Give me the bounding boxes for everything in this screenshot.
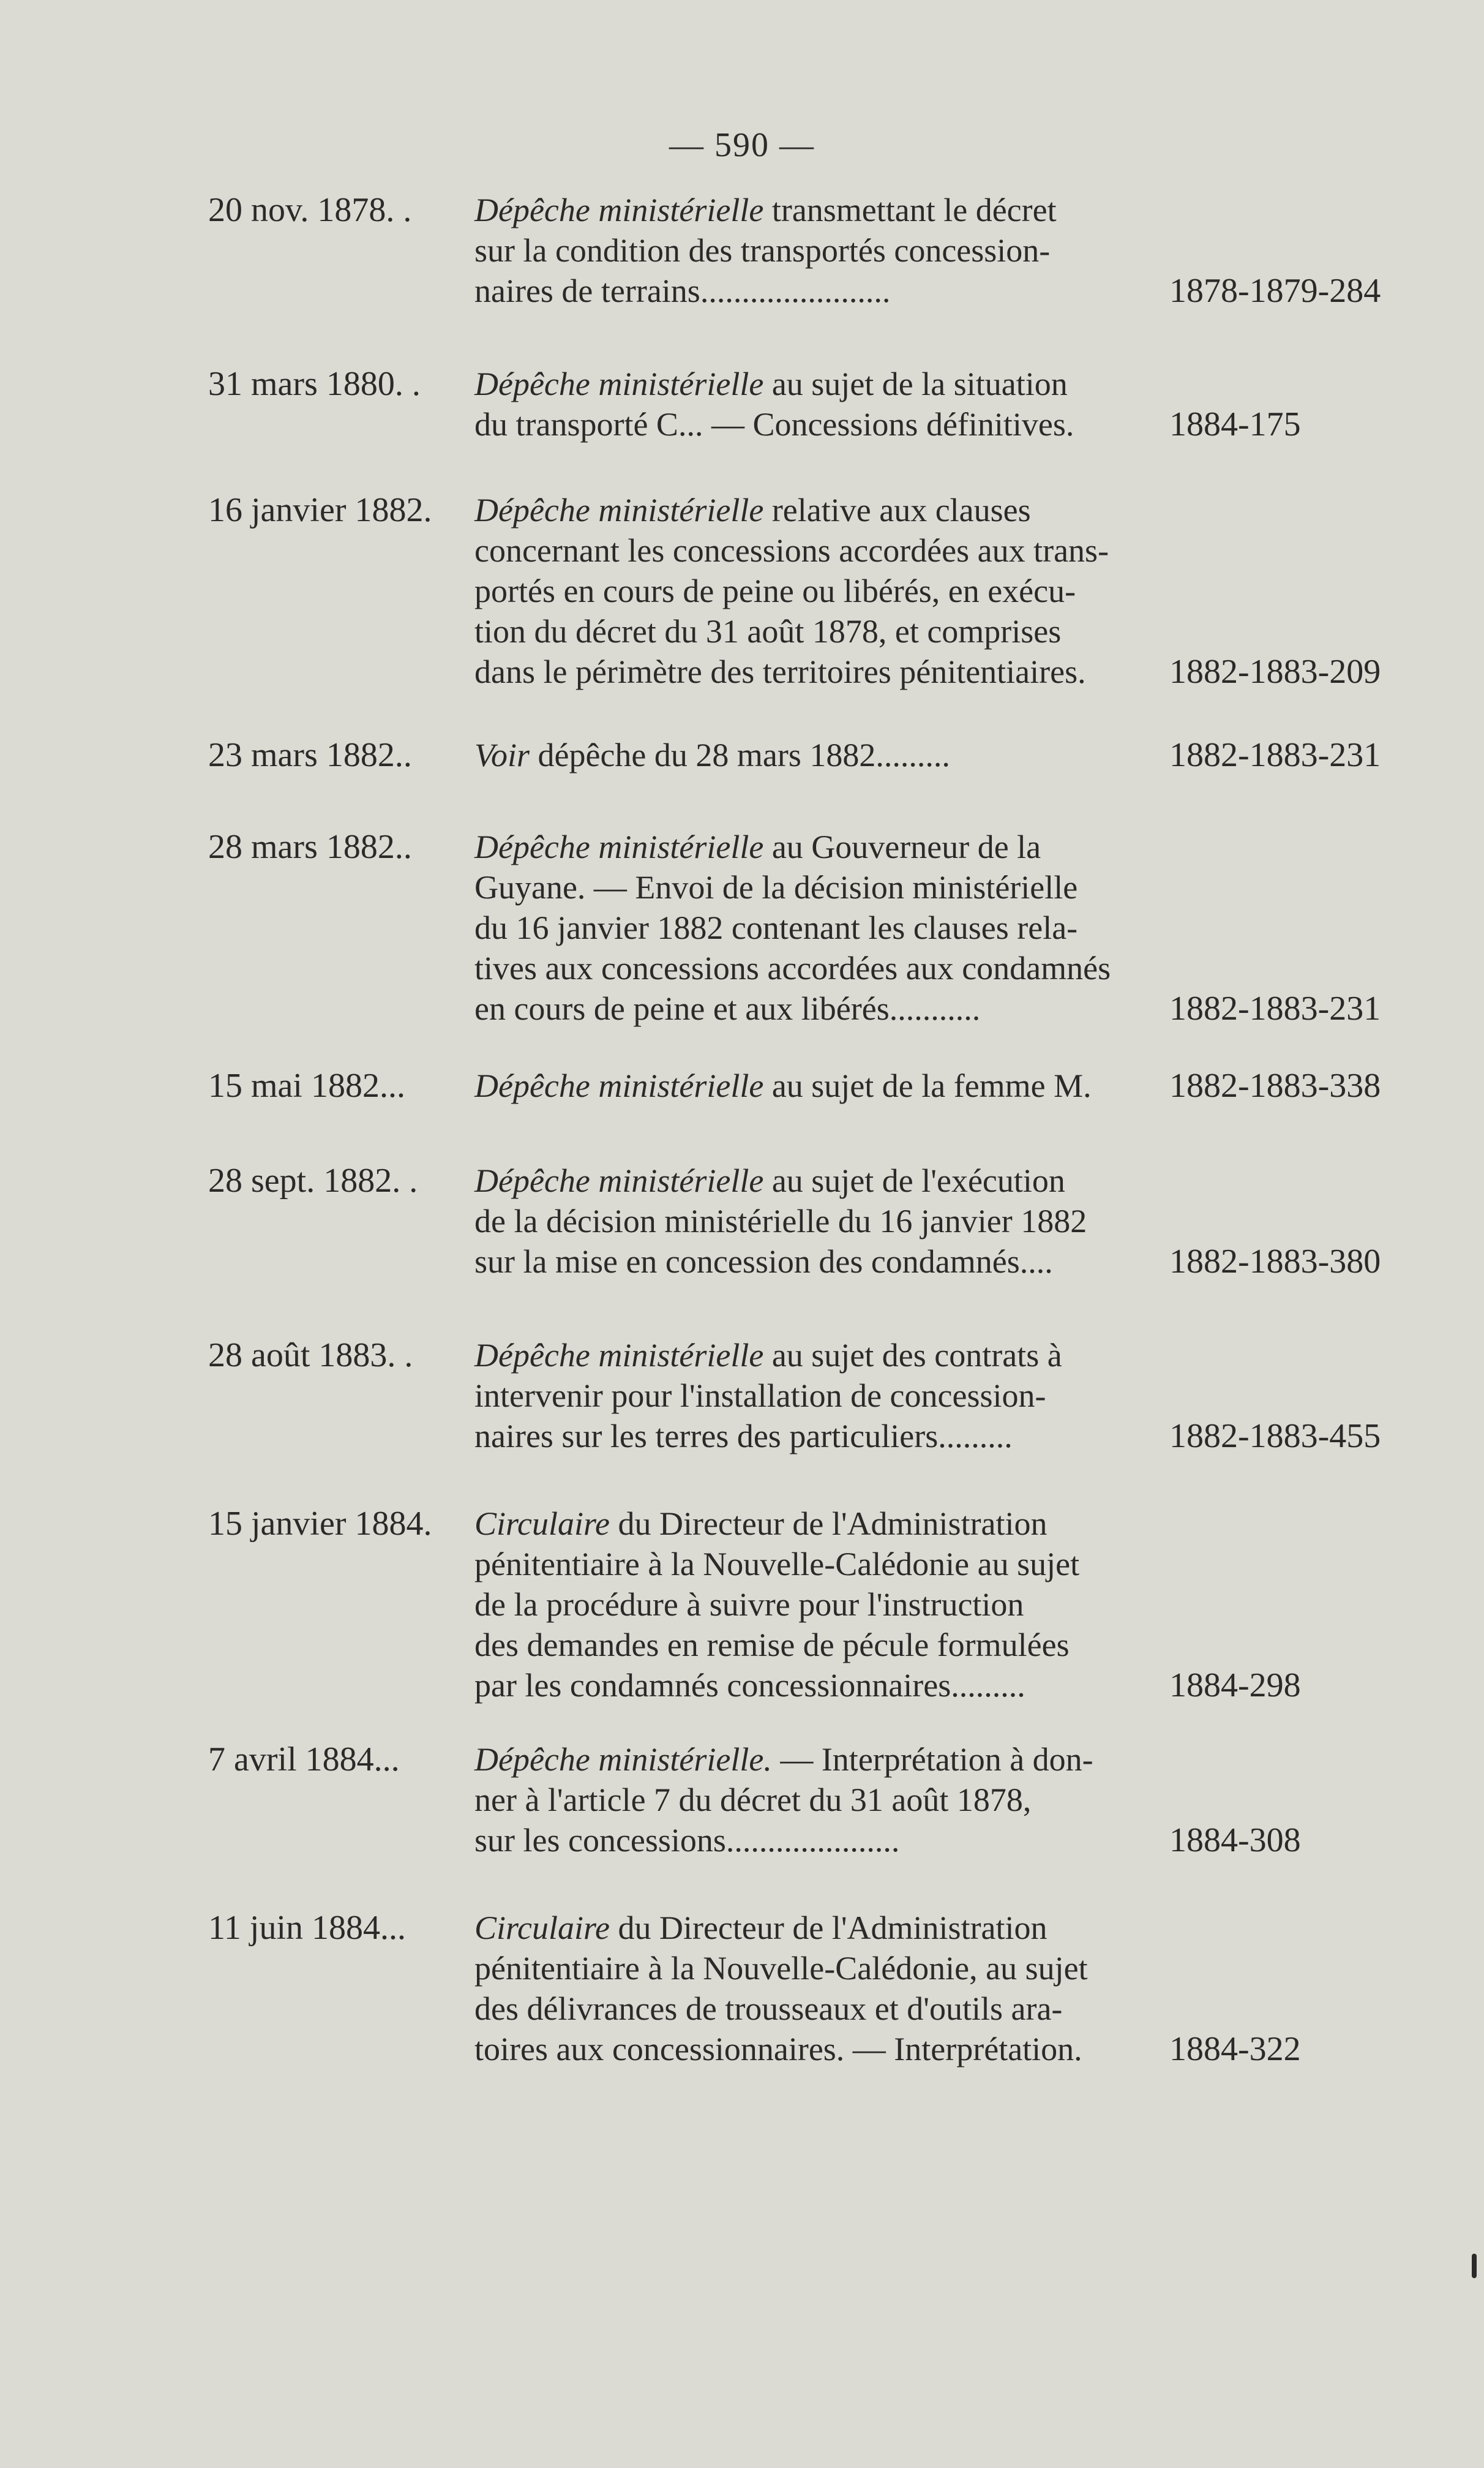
entry-text: transmettant le décret sur la condition des transportés concession- naires de terrains....................... — [474, 192, 1057, 309]
entry-title: Dépêche ministérielle — [474, 1162, 764, 1199]
entry-reference: 1882-1883-231 — [1169, 736, 1381, 774]
entry-date: 11 juin 1884... — [208, 1909, 407, 1947]
entry-title: Circulaire — [474, 1909, 610, 1946]
entry-reference: 1882-1883-209 — [1169, 653, 1381, 691]
entry-title: Dépêche ministérielle. — [474, 1741, 772, 1778]
entry-reference: 1878-1879-284 — [1169, 272, 1381, 310]
entry-reference: 1884-175 — [1169, 405, 1301, 443]
entry-date: 23 mars 1882.. — [208, 736, 412, 774]
entry-title: Dépêche ministérielle — [474, 366, 764, 402]
entry-reference: 1882-1883-231 — [1169, 990, 1381, 1028]
entry-body — [474, 190, 1160, 311]
entry-reference: 1882-1883-338 — [1169, 1067, 1381, 1105]
entry-body — [474, 1503, 1160, 1706]
entry-text: relative aux clauses concernant les concessions accordées aux trans- portés en cours de peine ou libérés, en exécu- tion du décret du 31 août 1878, et comprises dans le périmètre des territoires pénitentiaires. — [474, 492, 1109, 690]
entry-date: 16 janvier 1882. — [208, 491, 432, 529]
entry-title: Dépêche ministérielle — [474, 829, 764, 865]
entry-date: 15 mai 1882... — [208, 1067, 405, 1105]
entry-body — [474, 1908, 1160, 2069]
margin-ink-mark — [1472, 2254, 1477, 2278]
entry-body — [474, 1161, 1160, 1282]
page-number: — 590 — — [669, 126, 815, 164]
entry-title: Dépêche ministérielle — [474, 192, 764, 228]
entry-text: au sujet de l'exécution de la décision ministérielle du 16 janvier 1882 sur la mise en concession des condamnés.... — [474, 1162, 1087, 1280]
entry-date: 28 mars 1882.. — [208, 828, 412, 866]
entry-body — [474, 1739, 1160, 1860]
entry-reference: 1884-298 — [1169, 1666, 1301, 1704]
entry-date: 20 nov. 1878. . — [208, 191, 412, 229]
entry-text: au Gouverneur de la Guyane. — Envoi de la décision ministérielle du 16 janvier 1882 contenant les clauses rela- tives aux concessions accordées aux condamnés en cours de peine et aux libérés........... — [474, 829, 1111, 1027]
entry-title: Circulaire — [474, 1505, 610, 1542]
entry-title: Voir — [474, 737, 530, 773]
entry-title: Dépêche ministérielle — [474, 1337, 764, 1374]
entry-text: au sujet de la femme M. — [763, 1067, 1092, 1104]
entry-date: 31 mars 1880. . — [208, 365, 421, 403]
entry-reference: 1884-322 — [1169, 2030, 1301, 2068]
entry-body — [474, 735, 1160, 775]
entry-body — [474, 364, 1160, 445]
entry-body — [474, 490, 1160, 692]
entry-date: 28 août 1883. . — [208, 1336, 413, 1374]
entry-reference: 1884-308 — [1169, 1821, 1301, 1859]
entry-title: Dépêche ministérielle — [474, 492, 764, 529]
entry-body — [474, 1335, 1160, 1456]
entry-text: du Directeur de l'Administration pénitentiaire à la Nouvelle-Calédonie, au sujet des délivrances de trousseaux et d'outils ara- toires aux concessionnaires. — Interprétation. — [474, 1909, 1088, 2067]
entry-text: dépêche du 28 mars 1882......... — [530, 737, 950, 773]
entry-body — [474, 1066, 1160, 1106]
entry-text: du Directeur de l'Administration pénitentiaire à la Nouvelle-Calédonie au sujet de la procédure à suivre pour l'instruction des demandes en remise de pécule formulées par les condamnés concessionnaires......... — [474, 1505, 1080, 1704]
entry-date: 28 sept. 1882. . — [208, 1162, 418, 1200]
entry-reference: 1882-1883-455 — [1169, 1417, 1381, 1455]
entry-reference: 1882-1883-380 — [1169, 1243, 1381, 1281]
entry-body — [474, 827, 1160, 1029]
entry-title: Dépêche ministérielle — [474, 1067, 764, 1104]
entry-text: au sujet de la situation du transporté C... — Concessions définitives. — [474, 366, 1074, 443]
entry-text: — Interprétation à don- ner à l'article 7 du décret du 31 août 1878, sur les concessions..................... — [474, 1741, 1093, 1859]
entry-text: au sujet des contrats à intervenir pour l'installation de concession- naires sur les terres des particuliers......... — [474, 1337, 1062, 1454]
entry-date: 7 avril 1884... — [208, 1740, 400, 1778]
entry-date: 15 janvier 1884. — [208, 1505, 432, 1543]
